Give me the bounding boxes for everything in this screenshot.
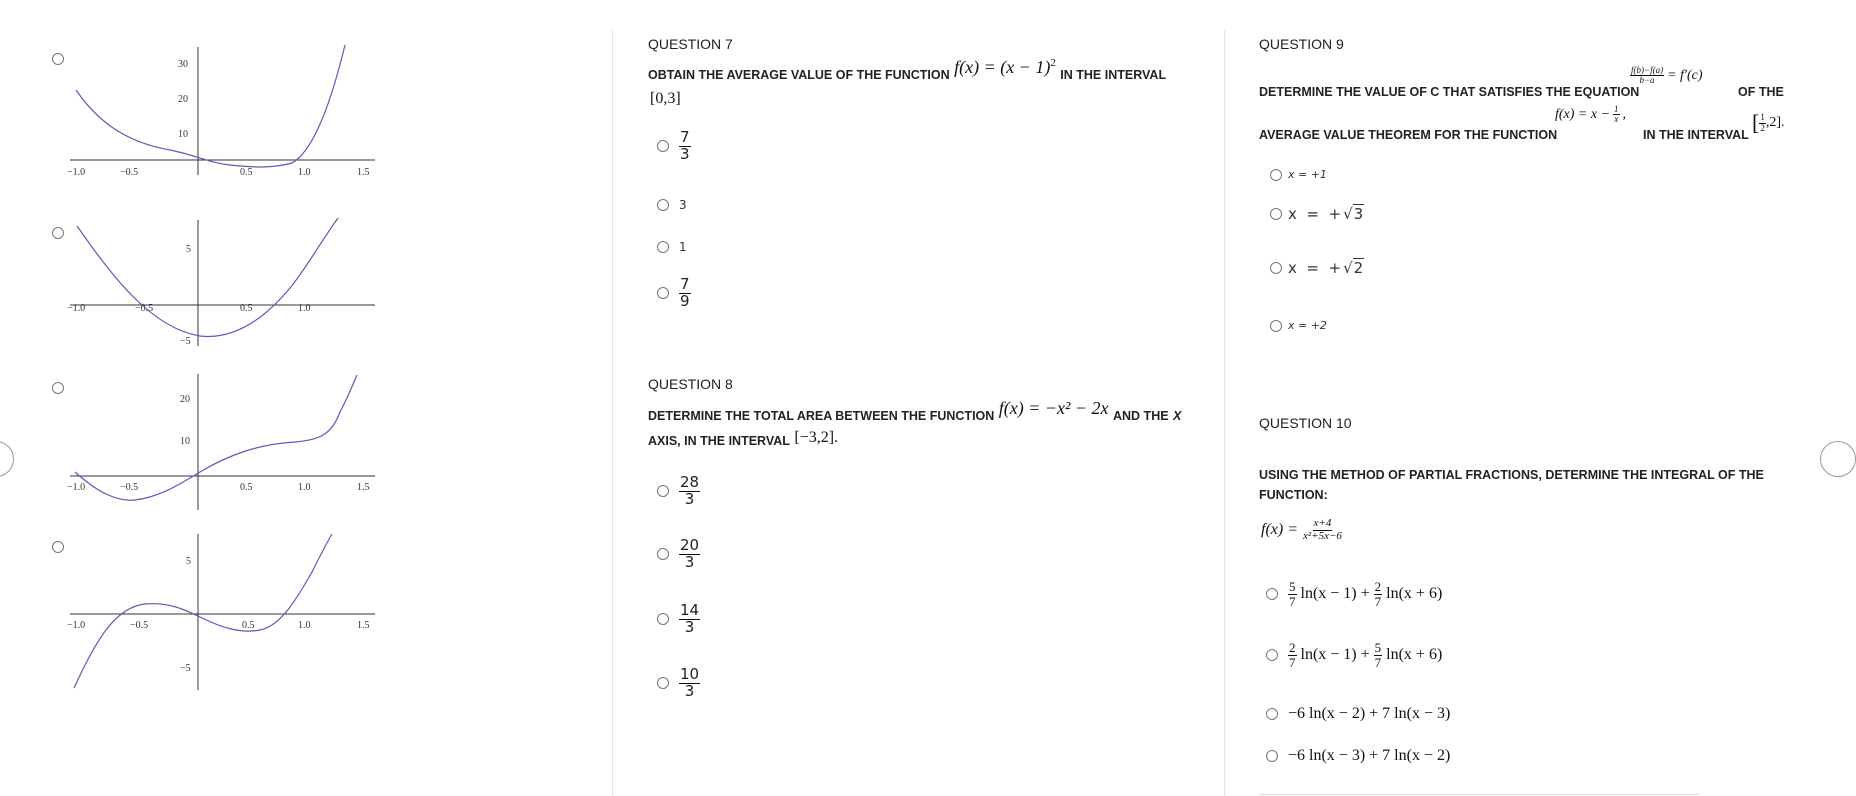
x-tick-1.5: 1.5 (357, 482, 370, 493)
question-8-option-4[interactable] (657, 667, 700, 700)
graph-option-4 (67, 532, 380, 692)
question-8-title: QUESTION 8 (648, 376, 733, 392)
question-7-prompt-text-1: OBTAIN THE AVERAGE VALUE OF THE FUNCTION (648, 68, 950, 82)
x-tick-minus-1: −1.0 (67, 167, 86, 178)
question-8-option-1-fraction (679, 475, 700, 508)
x-tick-minus-0.5: −0.5 (120, 167, 139, 178)
question-7-option-1-radio[interactable] (657, 140, 669, 152)
numerator: 2 (1289, 640, 1296, 655)
question-9-option-2-radio[interactable] (1270, 208, 1282, 220)
denominator: 7 (1289, 654, 1296, 670)
denominator: 9 (680, 291, 690, 310)
x-tick-minus-0.5: −0.5 (135, 303, 154, 314)
graph-option-1 (67, 45, 380, 180)
numerator: 1 (1614, 104, 1619, 114)
denominator: 3 (684, 617, 695, 636)
question-9-function-fraction (1613, 105, 1620, 125)
question-7-option-2-label: 3 (679, 198, 687, 212)
question-8-prompt (648, 398, 1182, 425)
graph-3-curve (75, 375, 357, 500)
question-10-option-3-label: −6 ln(x − 2) + 7 ln(x − 3) (1288, 705, 1451, 722)
question-9-function-lhs: f(x) = x − (1555, 106, 1611, 122)
question-8-option-2-fraction (679, 538, 700, 571)
question-7-option-2-radio[interactable] (657, 199, 669, 211)
numerator: x+4 (1313, 517, 1332, 529)
question-9-option-2-prefix: x = + (1288, 205, 1342, 223)
question-9-option-4-label: x = +2 (1288, 319, 1327, 332)
question-7-option-3[interactable] (657, 240, 687, 254)
question-7-option-1-fraction (679, 130, 691, 163)
x-tick-minus-0.5: −0.5 (130, 620, 149, 631)
question-8-function: f(x) = −x² − 2x (998, 398, 1109, 418)
question-8-option-3-fraction (679, 603, 700, 636)
question-10-option-1-term-a: ln(x − 1) + (1300, 585, 1370, 603)
question-7-interval: [0,3] (650, 90, 681, 107)
question-7-option-4[interactable] (657, 277, 691, 310)
question-10-option-1-term-b: ln(x + 6) (1386, 585, 1443, 603)
graph-option-2 (67, 218, 380, 348)
denominator: 2 (1760, 122, 1765, 133)
question-9-interval-tail: ,2]. (1765, 115, 1785, 130)
question-8-option-2[interactable] (657, 538, 700, 571)
question-7-function-body: f(x) = (x − 1) (954, 57, 1051, 77)
question-9-option-3-radicand: 2 (1353, 259, 1364, 277)
question-9-option-4[interactable] (1270, 319, 1327, 332)
question-8-interval: [−3,2]. (794, 429, 839, 446)
denominator: 3 (680, 144, 690, 163)
question-8-prompt-line-2 (648, 429, 839, 450)
question-9-mvt-rhs: = f′(c) (1667, 67, 1703, 83)
denominator: x (1614, 114, 1619, 125)
question-9-option-1-label: x = +1 (1288, 168, 1327, 181)
question-10-title: QUESTION 10 (1259, 415, 1352, 431)
question-7-prompt (648, 57, 1167, 84)
graph-4-curve (74, 534, 332, 688)
x-tick-1.0: 1.0 (298, 167, 311, 178)
denominator: 3 (684, 552, 695, 571)
numerator: 1 (1760, 112, 1765, 123)
y-tick-5: 5 (186, 244, 191, 255)
question-7-title: QUESTION 7 (648, 36, 733, 52)
question-9-option-3-radio[interactable] (1270, 262, 1282, 274)
question-10-option-2-radio[interactable] (1266, 649, 1278, 661)
numerator: 20 (680, 536, 700, 554)
graph-option-4-radio[interactable] (52, 541, 64, 553)
numerator: f(b)−f(a) (1631, 65, 1664, 75)
question-10-option-4-radio[interactable] (1266, 750, 1278, 762)
graph-2-curve (77, 218, 338, 336)
graph-option-3 (67, 372, 380, 512)
numerator: 5 (1374, 640, 1382, 655)
question-9-option-2-radicand: 3 (1353, 205, 1364, 223)
column-divider-1 (612, 30, 613, 796)
x-tick-0.5: 0.5 (242, 620, 255, 631)
denominator: 7 (1374, 654, 1382, 670)
question-8-prompt-text-2: AND THE (1113, 409, 1169, 423)
question-10-option-1-coef-a (1288, 580, 1297, 608)
y-tick-10: 10 (180, 436, 190, 447)
question-7-option-4-radio[interactable] (657, 287, 669, 299)
numerator: 7 (680, 128, 690, 146)
question-7-prompt-text-2: IN THE INTERVAL (1060, 68, 1167, 82)
numerator: 2 (1374, 579, 1382, 594)
question-10-option-4-label: −6 ln(x − 3) + 7 ln(x − 2) (1288, 747, 1451, 764)
question-9-function-tail: , (1622, 106, 1627, 122)
denominator: 3 (684, 681, 695, 700)
question-7-option-3-label: 1 (679, 240, 687, 254)
question-10-option-2-coef-a (1288, 641, 1297, 669)
x-tick-1.5: 1.5 (357, 167, 370, 178)
question-8-option-3[interactable] (657, 603, 700, 636)
question-7-option-4-fraction (679, 277, 691, 310)
question-8-option-4-radio[interactable] (657, 677, 669, 689)
question-10-option-2-term-a: ln(x − 1) + (1300, 646, 1370, 664)
question-9-function (1555, 105, 1626, 125)
y-tick-20: 20 (180, 394, 190, 405)
denominator: b−a (1639, 75, 1655, 86)
question-7-option-1[interactable] (657, 130, 691, 163)
graph-option-3-radio[interactable] (52, 382, 64, 394)
question-9-prompt-text-1: DETERMINE THE VALUE OF C THAT SATISFIES THE EQUATION (1259, 85, 1640, 99)
y-tick-5: 5 (186, 556, 191, 567)
graph-3-svg (67, 372, 380, 512)
question-9-option-3-prefix: x = + (1288, 259, 1342, 277)
numerator: 14 (680, 601, 700, 619)
numerator: 7 (680, 275, 690, 293)
question-9-title: QUESTION 9 (1259, 36, 1344, 52)
denominator: 7 (1289, 593, 1296, 609)
y-tick-minus-5: −5 (180, 336, 191, 347)
graph-option-1-radio[interactable] (52, 53, 64, 65)
question-9-option-1[interactable] (1270, 168, 1327, 181)
x-tick-minus-1: −1.0 (67, 303, 86, 314)
x-tick-1.5: 1.5 (357, 620, 370, 631)
question-7-option-3-radio[interactable] (657, 241, 669, 253)
question-7-function (954, 57, 1056, 77)
question-10-option-3-radio[interactable] (1266, 708, 1278, 720)
question-10-function (1261, 518, 1343, 542)
denominator: x²+5x−6 (1303, 529, 1342, 542)
x-tick-0.5: 0.5 (240, 167, 253, 178)
question-9-prompt-text-4: IN THE INTERVAL (1643, 128, 1749, 142)
question-9-option-2[interactable] (1270, 205, 1364, 223)
column-divider-2 (1224, 30, 1225, 796)
question-9-option-2-radical: √3 (1343, 205, 1364, 223)
question-9-mvt-fraction (1630, 66, 1664, 86)
y-tick-minus-5: −5 (180, 663, 191, 674)
question-8-option-1-radio[interactable] (657, 485, 669, 497)
next-nav-circle[interactable] (1820, 441, 1856, 477)
graph-4-svg (67, 532, 380, 692)
question-10-option-2-term-b: ln(x + 6) (1386, 646, 1443, 664)
question-8-prompt-text-3: AXIS, IN THE INTERVAL (648, 434, 790, 448)
x-tick-0.5: 0.5 (240, 303, 253, 314)
question-9-prompt-text-3: AVERAGE VALUE THEOREM FOR THE FUNCTION (1259, 128, 1558, 142)
question-8-option-4-fraction (679, 667, 700, 700)
question-10-option-1-coef-b (1374, 580, 1383, 608)
question-8-x-variable: X (1173, 409, 1182, 423)
question-8-option-1[interactable] (657, 475, 700, 508)
question-8-option-3-radio[interactable] (657, 613, 669, 625)
denominator: 3 (684, 489, 695, 508)
x-tick-1.0: 1.0 (298, 620, 311, 631)
question-9-option-3-radical: √2 (1343, 259, 1364, 277)
graph-1-svg (67, 45, 380, 180)
question-10-bottom-rule (1259, 794, 1699, 795)
question-10-function-lhs: f(x) = (1261, 521, 1298, 539)
x-tick-0.5: 0.5 (240, 482, 253, 493)
prev-nav-circle[interactable] (0, 441, 14, 477)
question-9-option-4-radio[interactable] (1270, 320, 1282, 332)
question-10-option-1-radio[interactable] (1266, 588, 1278, 600)
numerator: 28 (680, 473, 700, 491)
question-10-option-1[interactable] (1266, 580, 1442, 608)
question-9-prompt-text-2: OF THE (1738, 85, 1784, 99)
question-9-option-3[interactable] (1270, 259, 1364, 277)
question-7-option-2[interactable] (657, 198, 687, 212)
graph-1-curve (76, 45, 345, 167)
x-tick-1.0: 1.0 (298, 482, 311, 493)
x-tick-minus-1: −1.0 (67, 482, 86, 493)
y-tick-30: 30 (178, 59, 188, 70)
question-8-option-2-radio[interactable] (657, 548, 669, 560)
y-tick-20: 20 (178, 94, 188, 105)
question-9-mvt-equation (1630, 66, 1703, 86)
numerator: 10 (680, 665, 700, 683)
question-10-function-fraction (1302, 518, 1343, 542)
question-10-prompt-line-2: FUNCTION: (1259, 488, 1328, 502)
denominator: 7 (1374, 593, 1382, 609)
question-10-option-3[interactable] (1266, 705, 1450, 723)
question-10-option-4[interactable] (1266, 747, 1450, 765)
question-8-prompt-text-1: DETERMINE THE TOTAL AREA BETWEEN THE FUNCTION (648, 409, 995, 423)
question-10-option-2[interactable] (1266, 641, 1442, 669)
graph-2-svg (67, 218, 380, 348)
numerator: 5 (1289, 579, 1296, 594)
x-tick-minus-1: −1.0 (67, 620, 86, 631)
question-9-interval: [ $\frac{1}{2}$ ,2]. (1752, 110, 1785, 135)
question-10-option-2-coef-b (1374, 641, 1383, 669)
y-tick-10: 10 (178, 129, 188, 140)
question-9-option-1-radio[interactable] (1270, 169, 1282, 181)
question-7-function-exponent: 2 (1050, 57, 1056, 69)
question-10-prompt-line-1: USING THE METHOD OF PARTIAL FRACTIONS, DETERMINE THE INTEGRAL OF THE (1259, 468, 1764, 482)
graph-option-2-radio[interactable] (52, 227, 64, 239)
x-tick-1.0: 1.0 (298, 303, 311, 314)
x-tick-minus-0.5: −0.5 (120, 482, 139, 493)
